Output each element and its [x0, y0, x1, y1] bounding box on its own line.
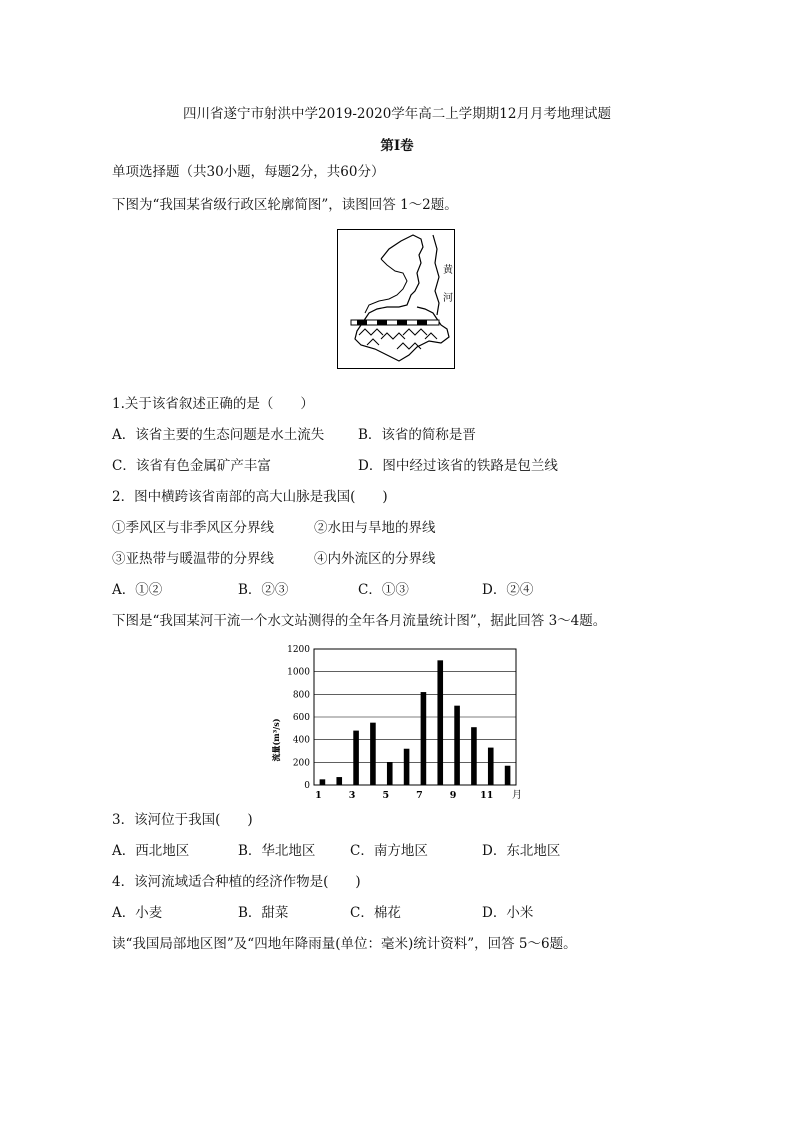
river-label-he: 河 [443, 293, 453, 304]
x-tick-label: 11 [480, 790, 494, 801]
q3-stem: 3．该河位于我国( ) [112, 812, 253, 828]
exam-title: 四川省遂宁市射洪中学2019-2020学年高二上学期期12月月考地理试题 [183, 106, 611, 122]
q3-option-c: C．南方地区 [350, 843, 428, 859]
intro-q5-6: 读“我国局部地区图”及“四地年降雨量(单位：毫米)统计资料”，回答 5～6题。 [112, 936, 577, 952]
railway-line [351, 320, 439, 325]
river-label-huang: 黄 [443, 265, 453, 276]
y-tick-label: 1000 [287, 667, 310, 678]
bar-month-10 [471, 727, 477, 785]
chart-bars [320, 660, 511, 785]
monthly-flow-chart [262, 642, 532, 804]
y-tick-labels [287, 645, 310, 791]
bar-month-6 [404, 749, 410, 785]
q2-stem: 2．图中横跨该省南部的高大山脉是我国( ) [112, 489, 388, 505]
x-tick-labels [315, 790, 493, 801]
bar-month-2 [336, 777, 342, 785]
q4-option-c: C．棉花 [350, 905, 401, 921]
province-outline-map [337, 229, 455, 369]
x-axis-unit: 月 [512, 790, 522, 801]
bar-month-12 [505, 766, 511, 785]
q2-statement-1: ①季风区与非季风区分界线 [112, 520, 274, 536]
bar-month-7 [421, 692, 427, 785]
bar-month-1 [320, 779, 326, 785]
instructions: 单项选择题（共30小题，每题2分，共60分） [112, 164, 385, 180]
q2-statement-4: ④内外流区的分界线 [314, 551, 436, 567]
q2-option-a: A．①② [112, 582, 163, 598]
y-tick-label: 600 [292, 713, 310, 723]
q2-statement-2: ②水田与旱地的界线 [314, 520, 436, 536]
bar-month-5 [387, 762, 393, 785]
y-tick-label: 1200 [287, 645, 310, 655]
q2-option-d: D．②④ [482, 582, 534, 598]
q2-statement-3: ③亚热带与暖温带的分界线 [112, 551, 274, 567]
bar-month-8 [437, 660, 443, 785]
section-heading: 第Ⅰ卷 [380, 138, 414, 154]
q4-option-a: A．小麦 [112, 905, 163, 921]
q1-option-d: D．图中经过该省的铁路是包兰线 [358, 458, 558, 474]
x-tick-label: 7 [416, 790, 423, 801]
bar-month-4 [370, 723, 376, 785]
q1-option-c: C．该省有色金属矿产丰富 [112, 458, 271, 474]
x-tick-label: 9 [449, 790, 457, 801]
bar-month-11 [488, 748, 494, 785]
q4-option-d: D．小米 [482, 905, 534, 921]
q1-option-b: B．该省的简称是晋 [358, 427, 476, 443]
chart-grid [314, 649, 516, 785]
bar-month-9 [454, 706, 460, 785]
q2-option-c: C．①③ [358, 582, 409, 598]
y-tick-label: 800 [292, 690, 310, 701]
y-tick-label: 200 [292, 758, 310, 769]
q3-option-a: A．西北地区 [112, 843, 190, 859]
q3-option-d: D．东北地区 [482, 843, 561, 859]
x-tick-label: 3 [348, 790, 356, 801]
x-tick-label: 5 [382, 790, 390, 801]
q2-option-b: B．②③ [238, 582, 289, 598]
y-tick-label: 400 [292, 735, 310, 746]
q4-stem: 4．该河流域适合种植的经济作物是( ) [112, 874, 361, 890]
intro-q3-4: 下图是“我国某河干流一个水文站测得的全年各月流量统计图”，据此回答 3～4题。 [112, 613, 607, 629]
intro-q1-2: 下图为“我国某省级行政区轮廓简图”，读图回答 1～2题。 [112, 197, 458, 213]
bar-month-3 [353, 731, 359, 785]
q1-option-a: A．该省主要的生态问题是水土流失 [112, 427, 325, 443]
q4-option-b: B．甜菜 [238, 905, 289, 921]
y-tick-label: 0 [304, 781, 310, 791]
q1-stem: 1.关于该省叙述正确的是（ ） [112, 396, 314, 412]
y-axis-label: 流量(m³/s) [271, 718, 281, 762]
x-tick-label: 1 [315, 790, 322, 801]
q3-option-b: B．华北地区 [238, 843, 316, 859]
